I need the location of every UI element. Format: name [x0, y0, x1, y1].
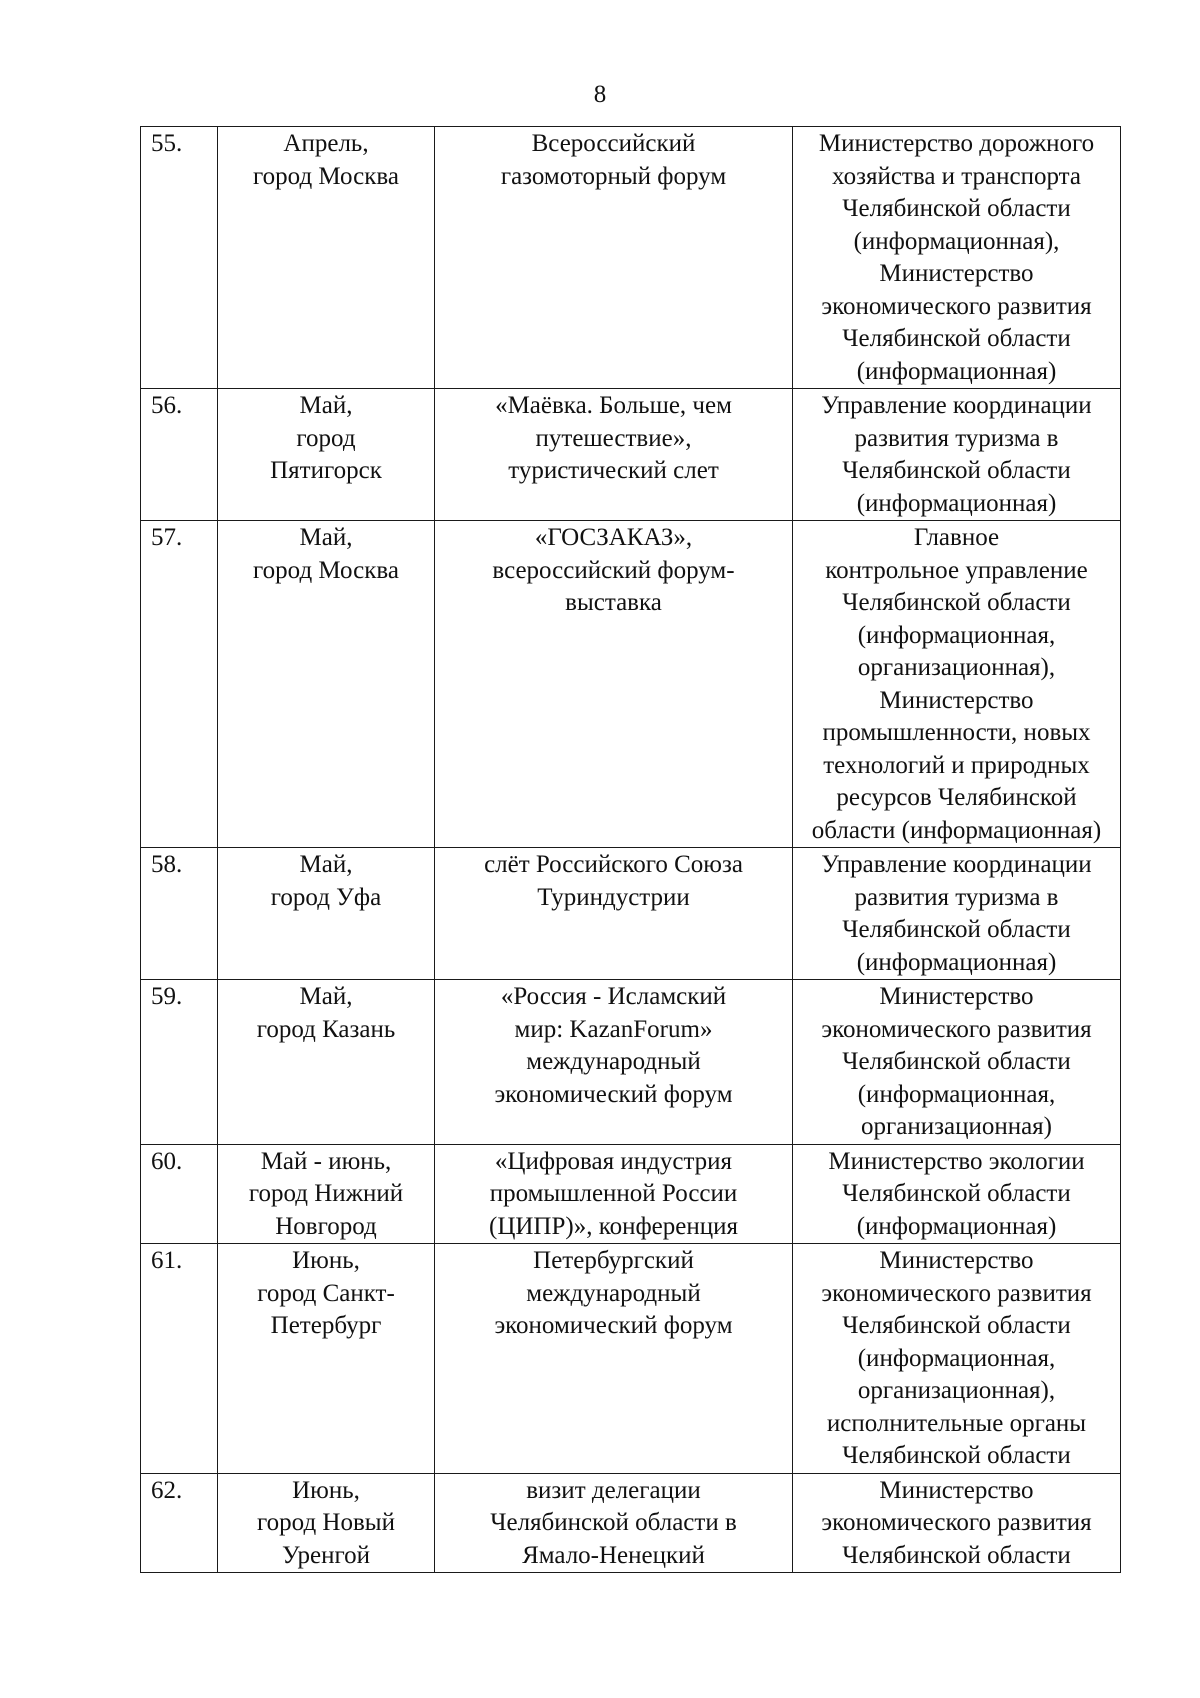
responsible-cell — [793, 521, 1121, 848]
responsible-bodies: Главное контрольное управление Челябинской области (информационная, организационная), Министерство промышленности, новых технологий и природных ресурсов Челябинской области (информационная) — [811, 524, 1102, 844]
date-place-cell — [218, 848, 435, 980]
event-name: Всероссийский газомоторный форум — [500, 130, 727, 190]
date-place: Май, город Казань — [256, 983, 396, 1043]
responsible-bodies: Управление координации развития туризма в Челябинской области (информационная) — [821, 392, 1092, 517]
date-place: Апрель, город Москва — [253, 130, 399, 190]
table-row — [141, 848, 1121, 980]
date-place-cell — [218, 1244, 435, 1474]
date-place: Май, город Пятигорск — [270, 392, 382, 484]
event-cell — [435, 127, 793, 389]
row-number-cell — [141, 521, 218, 848]
responsible-bodies: Министерство экологии Челябинской области (информационная) — [828, 1147, 1085, 1240]
event-cell — [435, 1144, 793, 1244]
row-number-cell — [141, 848, 218, 980]
row-number: 57. — [151, 524, 183, 551]
responsible-cell — [793, 1244, 1121, 1474]
date-place: Июнь, город Новый Уренгой — [257, 1476, 395, 1569]
date-place-cell — [218, 980, 435, 1145]
row-number-cell — [141, 1473, 218, 1573]
date-place-cell — [218, 1473, 435, 1573]
page-number: 8 — [593, 81, 607, 108]
responsible-bodies: Министерство экономического развития Челябинской области (информационная, организационная), исполнительные органы Челябинской области — [821, 1247, 1092, 1469]
row-number: 55. — [151, 130, 183, 157]
table-row — [141, 127, 1121, 389]
event-cell — [435, 980, 793, 1145]
event-name: слёт Российского Союза Туриндустрии — [484, 851, 743, 911]
event-cell — [435, 389, 793, 521]
responsible-cell — [793, 127, 1121, 389]
responsible-cell — [793, 1473, 1121, 1573]
responsible-cell — [793, 389, 1121, 521]
row-number: 62. — [151, 1476, 183, 1504]
date-place-cell — [218, 521, 435, 848]
row-number: 58. — [151, 851, 183, 878]
date-place: Июнь, город Санкт- Петербург — [257, 1247, 395, 1339]
row-number: 56. — [151, 392, 183, 419]
row-number-cell — [141, 127, 218, 389]
event-cell — [435, 521, 793, 848]
event-name: «Маёвка. Больше, чем путешествие», туристический слет — [495, 392, 732, 484]
table-row — [141, 521, 1121, 848]
table-row — [141, 1473, 1121, 1573]
responsible-cell — [793, 980, 1121, 1145]
date-place: Май, город Москва — [253, 524, 399, 584]
date-place-cell — [218, 127, 435, 389]
responsible-bodies: Управление координации развития туризма в Челябинской области (информационная) — [821, 851, 1092, 976]
row-number: 59. — [151, 983, 183, 1010]
responsible-bodies: Министерство экономического развития Челябинской области — [821, 1476, 1092, 1569]
date-place: Май, город Уфа — [270, 851, 382, 911]
events-table — [140, 126, 1121, 1573]
date-place-cell — [218, 1144, 435, 1244]
responsible-bodies: Министерство дорожного хозяйства и транспорта Челябинской области (информационная), Министерство экономического развития Челябинской области (информационная) — [818, 130, 1095, 385]
responsible-cell — [793, 1144, 1121, 1244]
row-number-cell — [141, 389, 218, 521]
responsible-cell — [793, 848, 1121, 980]
responsible-bodies: Министерство экономического развития Челябинской области (информационная, организационная) — [821, 983, 1092, 1140]
event-cell — [435, 848, 793, 980]
event-cell — [435, 1473, 793, 1573]
table-row — [141, 1244, 1121, 1474]
event-cell — [435, 1244, 793, 1474]
event-name: визит делегации Челябинской области в Ямало-Ненецкий — [490, 1476, 737, 1569]
date-place-cell — [218, 389, 435, 521]
row-number-cell — [141, 980, 218, 1145]
table-row — [141, 980, 1121, 1145]
event-name: «ГОСЗАКАЗ», всероссийский форум- выставка — [492, 524, 735, 616]
row-number-cell — [141, 1144, 218, 1244]
event-name: «Россия - Исламский мир: KazanForum» международный экономический форум — [494, 983, 733, 1108]
event-name: Петербургский международный экономический форум — [494, 1247, 733, 1339]
event-name: «Цифровая индустрия промышленной России (ЦИПР)», конференция — [489, 1147, 738, 1240]
table-row — [141, 1144, 1121, 1244]
row-number: 61. — [151, 1247, 183, 1274]
row-number: 60. — [151, 1147, 183, 1175]
date-place: Май - июнь, город Нижний Новгород — [248, 1147, 404, 1240]
table-row — [141, 389, 1121, 521]
row-number-cell — [141, 1244, 218, 1474]
